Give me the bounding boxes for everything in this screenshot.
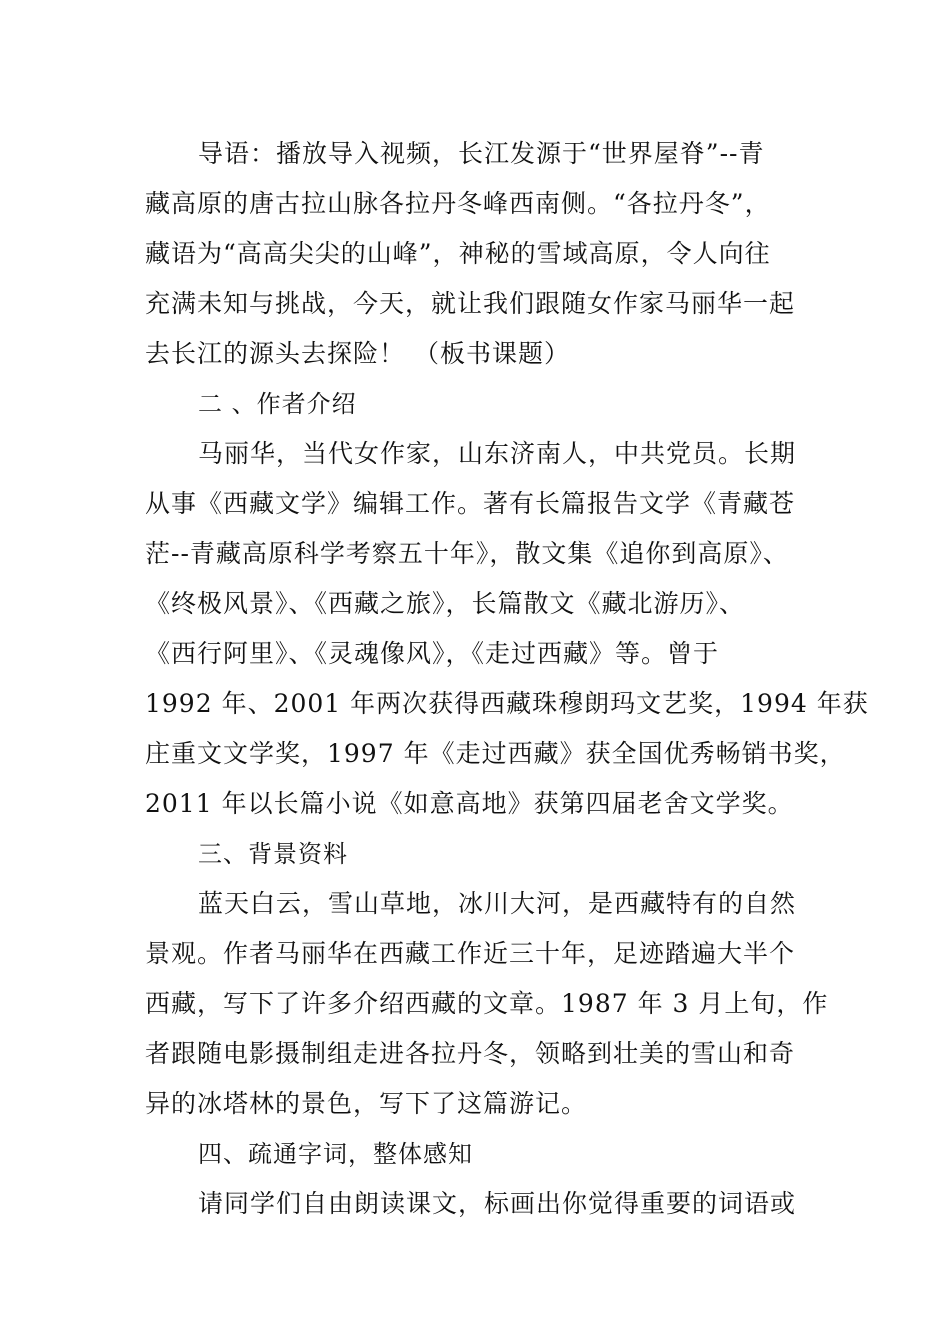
paragraph-background-line-5: 异的冰塔林的景色，写下了这篇游记。 [145,1089,588,1118]
paragraph-intro-line-5: 去长江的源头去探险！ （板书课题） [145,339,570,368]
section-heading-background: 三、背景资料 [198,840,348,868]
section-heading-author: 二 、作者介绍 [198,390,357,418]
paragraph-background-line-1: 蓝天白云，雪山草地，冰川大河，是西藏特有的自然 [198,889,797,918]
paragraph-intro-line-2: 藏高原的唐古拉山脉各拉丹冬峰西南侧。“各拉丹冬”， [145,189,771,218]
paragraph-background-line-4: 者跟随电影摄制组走进各拉丹冬，领略到壮美的雪山和奇 [145,1039,796,1068]
paragraph-intro-line-1: 导语：播放导入视频，长江发源于“世界屋脊”--青 [198,139,765,168]
paragraph-author-line-2: 从事《西藏文学》编辑工作。著有长篇报告文学《青藏苍 [145,489,796,518]
paragraph-author-line-3: 茫--青藏高原科学考察五十年》，散文集《追你到高原》、 [145,539,789,568]
paragraph-intro-line-4: 充满未知与挑战，今天，就让我们跟随女作家马丽华一起 [145,289,796,318]
paragraph-author-line-5: 《西行阿里》、《灵魂像风》，《走过西藏》等。曾于 [145,639,720,668]
paragraph-author-line-7: 庄重文文学奖，1997 年《走过西藏》获全国优秀畅销书奖， [145,739,846,768]
paragraph-author-line-1: 马丽华，当代女作家，山东济南人，中共党员。长期 [198,439,797,468]
paragraph-author-line-4: 《终极风景》、《西藏之旅》，长篇散文《藏北游历》、 [145,589,746,618]
paragraph-author-line-6: 1992 年、2001 年两次获得西藏珠穆朗玛文艺奖，1994 年获 [145,689,869,718]
section-heading-reading: 四、疏通字词，整体感知 [198,1140,473,1168]
paragraph-intro-line-3: 藏语为“高高尖尖的山峰”，神秘的雪域高原，令人向往 [145,239,771,268]
paragraph-background-line-3: 西藏，写下了许多介绍西藏的文章。1987 年 3 月上旬，作 [145,989,829,1018]
paragraph-author-line-8: 2011 年以长篇小说《如意高地》获第四届老舍文学奖。 [145,789,794,818]
paragraph-reading-line-1: 请同学们自由朗读课文，标画出你觉得重要的词语或 [198,1189,797,1218]
paragraph-background-line-2: 景观。作者马丽华在西藏工作近三十年，足迹踏遍大半个 [145,939,796,968]
